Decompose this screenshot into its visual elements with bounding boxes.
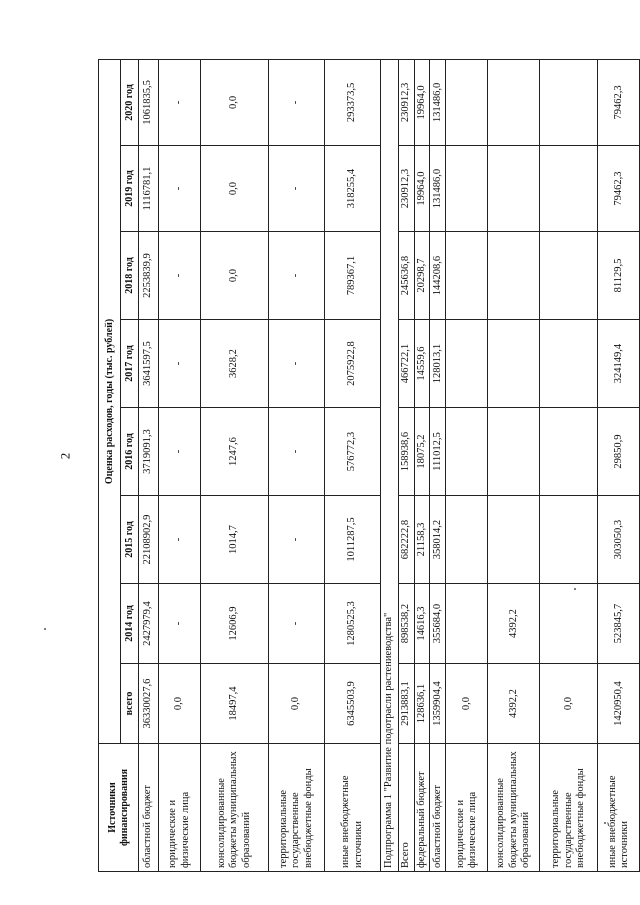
cell-value: 2253839,9 (139, 232, 159, 320)
cell-value: 230912,3 (399, 146, 415, 232)
col-header: 2019 год (121, 146, 139, 232)
cell-value (540, 146, 598, 232)
cell-value: 6345503,9 (325, 664, 381, 744)
cell-value: 36330027,6 (139, 664, 159, 744)
cell-value: - (269, 320, 325, 408)
cell-value: - (269, 232, 325, 320)
cell-value: 576772,3 (325, 408, 381, 496)
cell-value: 111012,5 (430, 408, 446, 496)
row-label: Всего (399, 744, 415, 872)
cell-value: 128636,1 (415, 664, 430, 744)
cell-value: 1420950,4 (598, 664, 640, 744)
cell-value: 1247,6 (201, 408, 269, 496)
source-header: Источники финансирования (99, 744, 139, 872)
cell-value: 293373,5 (325, 59, 381, 145)
cell-value: 18075,2 (415, 408, 430, 496)
cell-value: - (159, 584, 201, 664)
scan-speck (574, 588, 576, 590)
table-row (415, 59, 430, 871)
col-header: всего (121, 664, 139, 744)
cell-value: 523845,7 (598, 584, 640, 664)
cell-value: 245636,8 (399, 232, 415, 320)
cell-value (488, 496, 540, 584)
table-row (399, 59, 415, 871)
cell-value: 131486,0 (430, 59, 446, 145)
cell-value: 4392,2 (488, 664, 540, 744)
cell-value (540, 496, 598, 584)
cell-value: 12606,9 (201, 584, 269, 664)
col-header: 2018 год (121, 232, 139, 320)
cell-value: - (159, 320, 201, 408)
cell-value: 18497,4 (201, 664, 269, 744)
cell-value: 144208,6 (430, 232, 446, 320)
cell-value: - (269, 584, 325, 664)
cell-value (540, 59, 598, 145)
cell-value (446, 320, 488, 408)
table-row (325, 59, 381, 871)
row-label: иные внебюджетные источники (598, 744, 640, 872)
cell-value (446, 59, 488, 145)
cell-value (488, 232, 540, 320)
cell-value (488, 59, 540, 145)
cell-value: 0,0 (446, 664, 488, 744)
row-label: федеральный бюджет (415, 744, 430, 872)
cell-value (540, 320, 598, 408)
cell-value: 3641597,5 (139, 320, 159, 408)
cell-value: 789367,1 (325, 232, 381, 320)
scan-speck (44, 628, 46, 630)
financing-table-rotated (98, 60, 630, 872)
col-header: 2020 год (121, 59, 139, 145)
cell-value: - (159, 408, 201, 496)
row-label: территориальные государственные внебюджетные фонды (269, 744, 325, 872)
col-header: 2014 год (121, 584, 139, 664)
table-row (540, 59, 598, 871)
cell-value: 3719091,3 (139, 408, 159, 496)
cell-value: 0,0 (159, 664, 201, 744)
financing-table (98, 59, 640, 872)
cell-value (446, 496, 488, 584)
cell-value: 0,0 (269, 664, 325, 744)
table-row (430, 59, 446, 871)
cell-value: 303050,3 (598, 496, 640, 584)
cell-value: - (269, 146, 325, 232)
cell-value: - (159, 59, 201, 145)
cell-value: 0,0 (201, 59, 269, 145)
cell-value (446, 146, 488, 232)
cell-value: 230912,3 (399, 59, 415, 145)
cell-value: 324149,4 (598, 320, 640, 408)
table-row (446, 59, 488, 871)
cell-value: 158938,6 (399, 408, 415, 496)
cell-value (488, 320, 540, 408)
subprogram-rows (399, 59, 640, 871)
cell-value: 0,0 (201, 232, 269, 320)
cell-value (488, 408, 540, 496)
page-number: 2 (57, 452, 73, 460)
cell-value: 14616,3 (415, 584, 430, 664)
cell-value (540, 232, 598, 320)
cell-value: - (159, 496, 201, 584)
cell-value: 466722,1 (399, 320, 415, 408)
cell-value: - (159, 146, 201, 232)
subprogram-title: Подпрограмма 1 "Развитие подотрасли растениеводства" (381, 59, 399, 871)
cell-value: 1116781,1 (139, 146, 159, 232)
cell-value: 22108902,9 (139, 496, 159, 584)
cell-value: 2427979,4 (139, 584, 159, 664)
cell-value: 1061835,5 (139, 59, 159, 145)
cell-value: 1280525,3 (325, 584, 381, 664)
cell-value: - (159, 232, 201, 320)
cell-value: 3628,2 (201, 320, 269, 408)
cell-value: 318255,4 (325, 146, 381, 232)
cell-value: 682222,8 (399, 496, 415, 584)
cell-value: 29850,9 (598, 408, 640, 496)
cell-value: 79462,3 (598, 146, 640, 232)
cell-value: 1011287,5 (325, 496, 381, 584)
table-row (139, 59, 159, 871)
cell-value: - (269, 408, 325, 496)
cell-value: 355684,0 (430, 584, 446, 664)
cell-value: 0,0 (201, 146, 269, 232)
cell-value: 19964,0 (415, 146, 430, 232)
row-label: областной бюджет (139, 744, 159, 872)
cell-value: - (269, 496, 325, 584)
cell-value: 21158,3 (415, 496, 430, 584)
cell-value: 20298,7 (415, 232, 430, 320)
row-label: иные внебюджетные источники (325, 744, 381, 872)
table-row (159, 59, 201, 871)
table-row (488, 59, 540, 871)
cell-value: 898538,2 (399, 584, 415, 664)
col-header: 2016 год (121, 408, 139, 496)
table-row (598, 59, 640, 871)
cell-value: 4392,2 (488, 584, 540, 664)
table-row (201, 59, 269, 871)
row-label: областной бюджет (430, 744, 446, 872)
row-label: юридические и физические лица (159, 744, 201, 872)
cell-value: 81129,5 (598, 232, 640, 320)
cell-value (540, 584, 598, 664)
col-header: 2015 год (121, 496, 139, 584)
cell-value: 128013,1 (430, 320, 446, 408)
cell-value: 19964,0 (415, 59, 430, 145)
cell-value: 2075922,8 (325, 320, 381, 408)
row-label: территориальные государственные внебюджетные фонды (540, 744, 598, 872)
cell-value: 14559,6 (415, 320, 430, 408)
row-label: юридические и физические лица (446, 744, 488, 872)
scan-speck (604, 822, 606, 824)
cell-value (488, 146, 540, 232)
top-rows (139, 59, 381, 871)
cell-value (540, 408, 598, 496)
cell-value (446, 584, 488, 664)
estimate-header: Оценка расходов, годы (тыс. рублей) (99, 59, 121, 743)
cell-value (446, 408, 488, 496)
row-label: консолидированные бюджеты муниципальных образований (488, 744, 540, 872)
cell-value: 2913883,1 (399, 664, 415, 744)
row-label: консолидированные бюджеты муниципальных образований (201, 744, 269, 872)
cell-value: 1014,7 (201, 496, 269, 584)
cell-value: 79462,3 (598, 59, 640, 145)
cell-value (446, 232, 488, 320)
cell-value: 0,0 (540, 664, 598, 744)
cell-value: 358014,2 (430, 496, 446, 584)
col-header: 2017 год (121, 320, 139, 408)
cell-value: - (269, 59, 325, 145)
cell-value: 1359904,4 (430, 664, 446, 744)
table-row (269, 59, 325, 871)
cell-value: 131486,0 (430, 146, 446, 232)
